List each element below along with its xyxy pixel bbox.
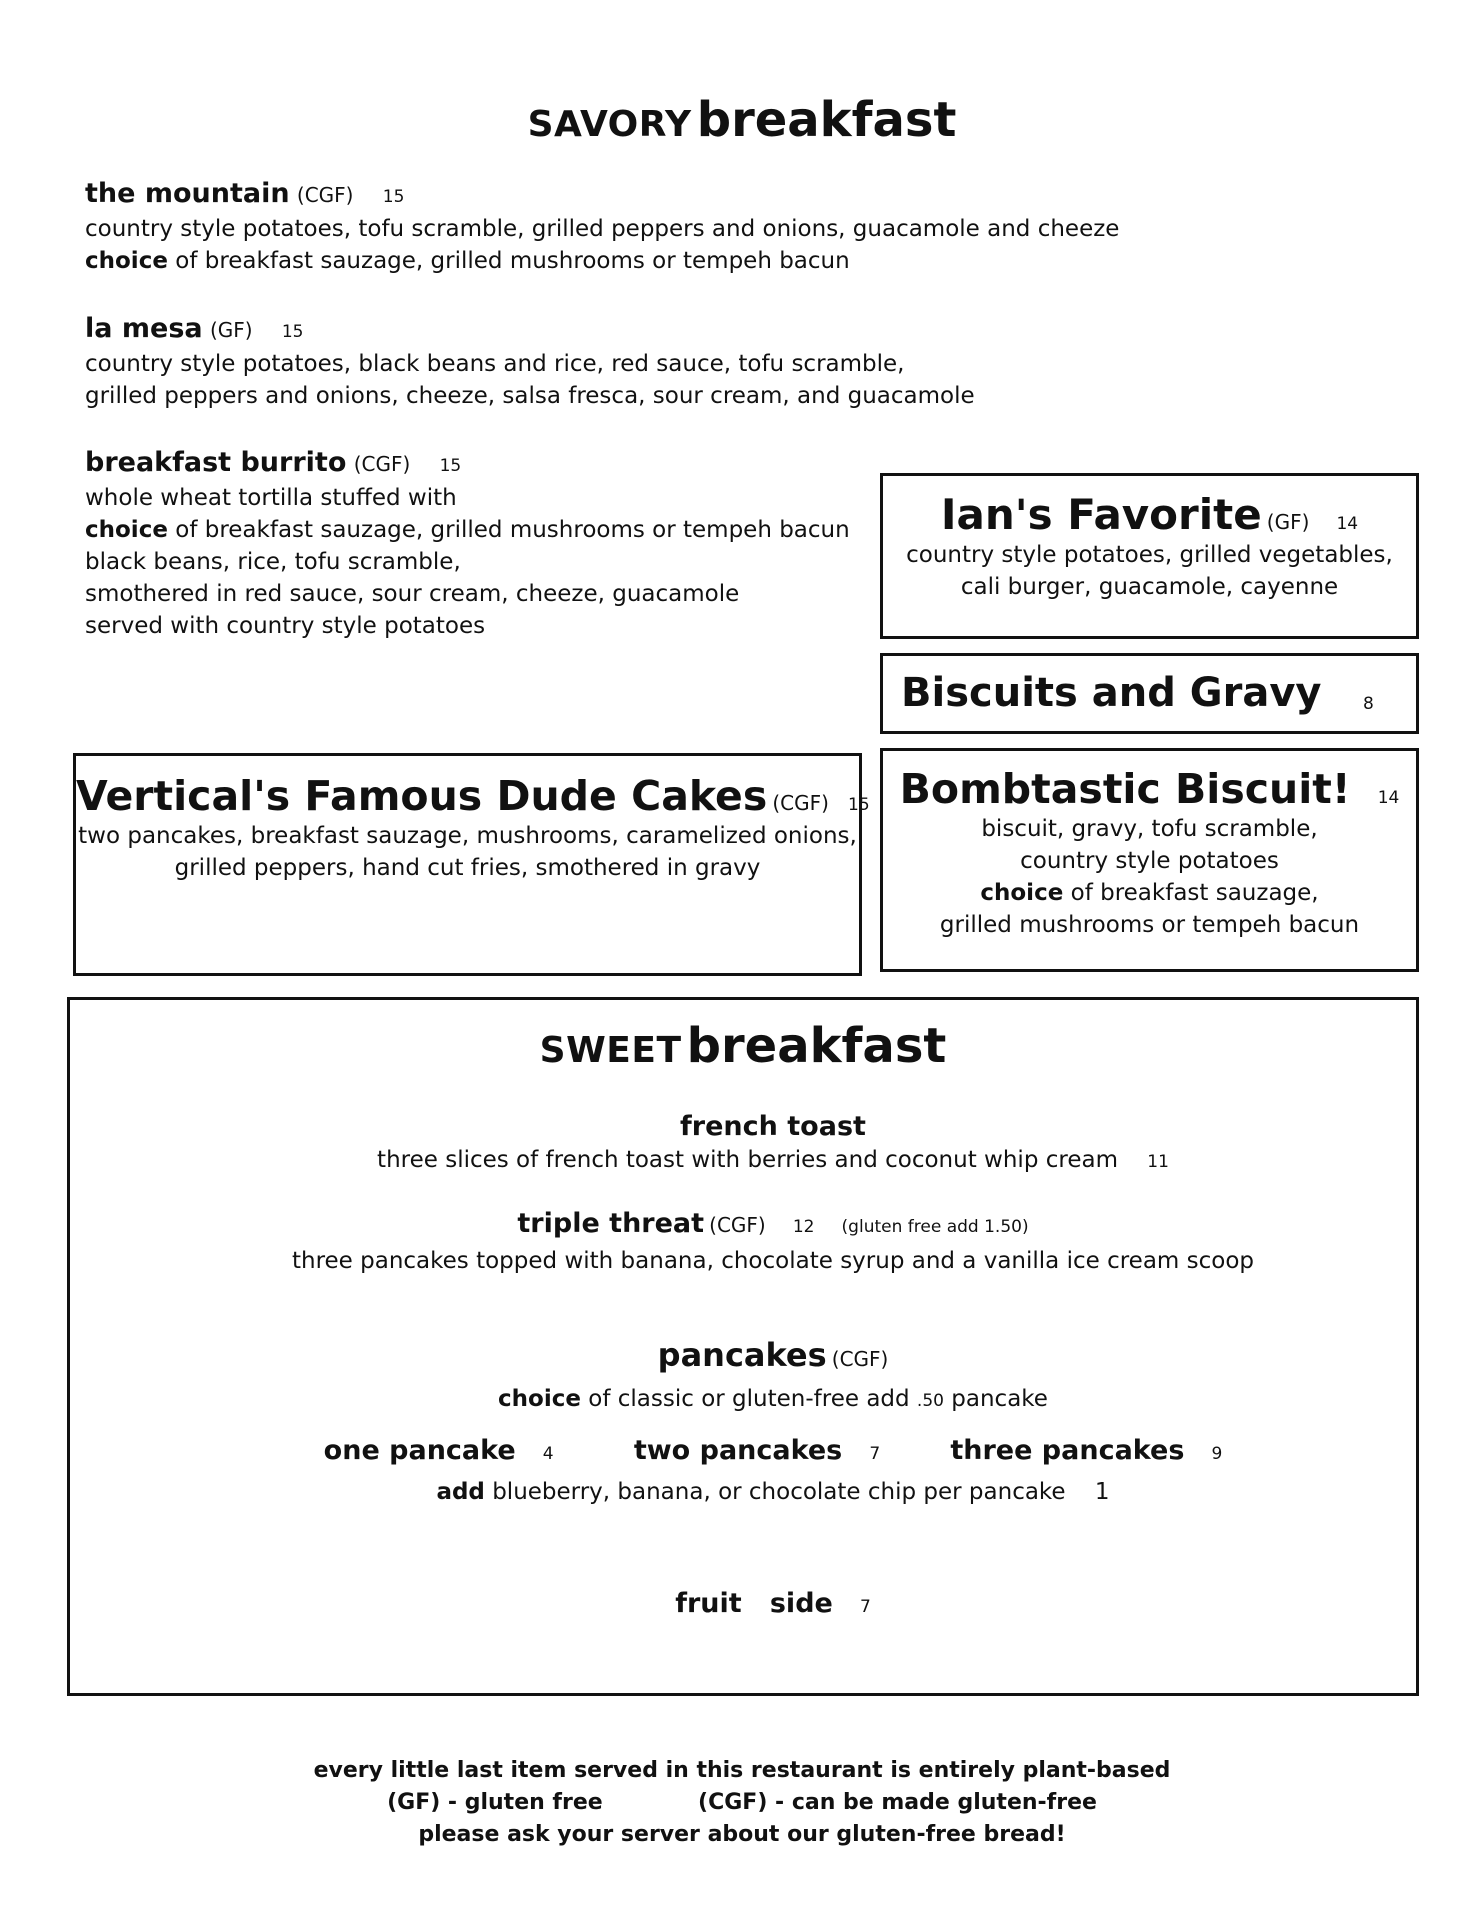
option-three-pancakes: three pancakes (950, 1435, 1185, 1466)
item-tag: (CGF) (296, 183, 354, 207)
item-desc: grilled peppers, hand cut fries, smothered in gravy (174, 855, 761, 881)
item-desc: country style potatoes, grilled vegetables, (906, 542, 1393, 568)
item-desc: black beans, rice, tofu scramble, (85, 549, 461, 575)
item-name: fruit side (675, 1588, 833, 1619)
item-price: 15 (848, 795, 870, 815)
box-ians-favorite (880, 473, 1419, 639)
box-bombtastic-biscuit (880, 748, 1419, 972)
item-desc: grilled mushrooms or tempeh bacun (939, 912, 1360, 938)
choice-word: choice (85, 248, 168, 274)
item-tag: (GF) (1266, 510, 1310, 534)
add-rest: blueberry, banana, or chocolate chip per pancake (484, 1479, 1066, 1505)
item-tag: (CGF) (353, 452, 411, 476)
item-tag: (CGF) (709, 1213, 766, 1237)
option-one-pancake: one pancake (323, 1435, 516, 1466)
savory-heading (0, 92, 1484, 148)
item-desc: of breakfast sauzage, grilled mushrooms or tempeh bacun (167, 517, 850, 543)
item-desc: three slices of french toast with berries and coconut whip cream (377, 1147, 1118, 1173)
footer-plant-based: every little last item served in this restaurant is entirely plant-based (313, 1758, 1171, 1783)
item-name: the mountain (85, 178, 290, 209)
item-desc: country style potatoes, tofu scramble, grilled peppers and onions, guacamole and cheeze (85, 216, 1120, 242)
item-name: Ian's Favorite (940, 490, 1262, 539)
footer-cgf-legend: (CGF) - can be made gluten-free (698, 1790, 1097, 1815)
item-name: la mesa (85, 313, 203, 344)
item-tag: (CGF) (772, 791, 829, 815)
item-price: 14 (1377, 788, 1400, 808)
item-price: 8 (1363, 694, 1374, 714)
item-desc: of breakfast sauzage, grilled mushrooms or tempeh bacun (167, 248, 850, 274)
footer-bread-note: please ask your server about our gluten-free bread! (418, 1822, 1066, 1847)
savory-title-small: SAVORY (527, 104, 692, 145)
item-desc: country style potatoes (1020, 848, 1279, 874)
choice-price: .50 (916, 1391, 944, 1411)
item-desc: cali burger, guacamole, cayenne (960, 574, 1339, 600)
option-two-pancakes: two pancakes (633, 1435, 843, 1466)
menu-item-mountain (85, 178, 1119, 277)
item-desc: biscuit, gravy, tofu scramble, (981, 816, 1318, 842)
item-name: Bombtastic Biscuit! (899, 765, 1351, 813)
box-dude-cakes (73, 753, 870, 976)
choice-end: pancake (943, 1386, 1048, 1412)
item-price: 7 (859, 1597, 871, 1617)
menu-item-pancakes (70, 1333, 1476, 1508)
menu-item-french-toast (70, 1110, 1476, 1178)
footer (0, 1755, 1484, 1851)
item-name: pancakes (657, 1336, 827, 1374)
item-note: (gluten free add 1.50) (841, 1217, 1029, 1237)
item-price: 11 (1147, 1152, 1169, 1172)
item-desc: country style potatoes, black beans and rice, red sauce, tofu scramble, (85, 351, 905, 377)
item-price: 15 (382, 187, 405, 207)
item-desc: of breakfast sauzage, (1063, 880, 1319, 906)
item-desc: served with country style potatoes (85, 613, 486, 639)
item-desc: three pancakes topped with banana, chocolate syrup and a vanilla ice cream scoop (291, 1248, 1254, 1274)
menu-item-triple-threat (70, 1206, 1476, 1277)
item-desc: smothered in red sauce, sour cream, cheeze, guacamole (85, 581, 740, 607)
item-tag: (GF) (209, 318, 253, 342)
item-desc: whole wheat tortilla stuffed with (85, 485, 457, 511)
box-biscuits-gravy (880, 653, 1419, 734)
item-price: 15 (281, 322, 304, 342)
item-name: breakfast burrito (85, 447, 347, 478)
item-desc: two pancakes, breakfast sauzage, mushrooms, caramelized onions, (78, 823, 857, 849)
item-price: 12 (792, 1217, 815, 1237)
item-tag: (CGF) (831, 1347, 889, 1371)
menu-item-la-mesa (85, 313, 975, 412)
box-sweet-breakfast (67, 997, 1419, 1696)
item-name: Biscuits and Gravy (901, 670, 1322, 716)
choice-word: choice (498, 1386, 581, 1412)
item-name: triple threat (517, 1208, 705, 1239)
add-word: add (436, 1479, 485, 1505)
sweet-heading (70, 1018, 1416, 1074)
menu-item-breakfast-burrito (85, 447, 850, 642)
add-price: 1 (1094, 1479, 1110, 1505)
item-price: 15 (439, 456, 462, 476)
option-price: 7 (869, 1444, 881, 1464)
menu-item-fruit-side (70, 1588, 1476, 1619)
item-name: french toast (680, 1111, 866, 1142)
choice-word: choice (85, 517, 168, 543)
footer-gf-legend: (GF) - gluten free (387, 1790, 603, 1815)
item-price: 14 (1336, 514, 1359, 534)
option-price: 4 (542, 1444, 554, 1464)
item-name: Vertical's Famous Dude Cakes (76, 772, 768, 820)
sweet-title-big: breakfast (686, 1018, 947, 1074)
savory-title-big: breakfast (696, 92, 957, 148)
sweet-title-small: SWEET (539, 1030, 682, 1071)
choice-rest: of classic or gluten-free add (580, 1386, 917, 1412)
option-price: 9 (1211, 1444, 1223, 1464)
choice-word: choice (980, 880, 1064, 906)
item-desc: grilled peppers and onions, cheeze, salsa fresca, sour cream, and guacamole (85, 383, 975, 409)
